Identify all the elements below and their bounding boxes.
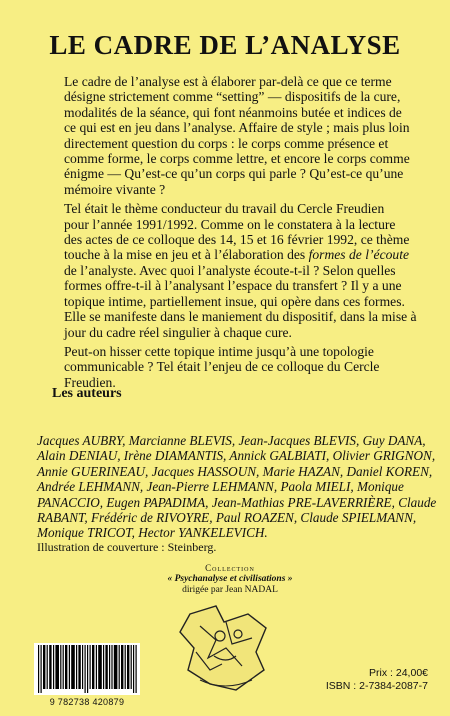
- summary-text: [50, 74, 417, 394]
- collection-label: Collection: [205, 563, 255, 573]
- authors-line: PANACCIO, Eugen PAPADIMA, Jean-Mathias PRE-LAVERRIÈRE, Claude: [37, 494, 437, 510]
- page-title: LE CADRE DE L’ANALYSE: [49, 30, 401, 60]
- text-line: directement question du corps : le corps comme présence et: [64, 135, 389, 151]
- collection-director: dirigée par Jean NADAL: [182, 585, 278, 595]
- text-line: désigne strictement comme “setting” — dispositifs de la cure,: [64, 89, 401, 105]
- text-line: Peut-on hisser cette topique intime jusqu’à une topologie: [64, 343, 374, 359]
- collection-block: [145, 563, 315, 596]
- isbn-label: ISBN : 2-7384-2087-7: [325, 680, 428, 692]
- publisher-logo-icon: [170, 600, 282, 696]
- text-line: Tel était le thème conducteur du travail du Cercle Freudien: [64, 201, 385, 217]
- text-line: Freudien.: [64, 374, 116, 390]
- authors-list: [37, 433, 437, 541]
- text-fragment: touche à la mise en jeu et à l’élaboration des: [64, 247, 309, 263]
- text-line: pour l’année 1991/1992. Comme on le constatera à la lecture: [64, 216, 396, 232]
- authors-line: Andrée LEHMANN, Jean-Pierre LEHMANN, Paola MIELI, Monique: [37, 479, 404, 495]
- barcode-number: 9 782738 420879: [49, 697, 125, 707]
- authors-line: RABANT, Frédéric de RIVOYRE, Paul ROAZEN, Claude SPIELMANN,: [37, 510, 417, 526]
- text-line: Elle se manifeste dans le maniement du dispositif, dans la mise à: [64, 309, 417, 325]
- text-line: topique intime, partiellement insue, qui opère dans ces formes.: [64, 293, 405, 309]
- italic-phrase: formes de l’écoute: [308, 247, 410, 263]
- barcode-icon: [34, 643, 140, 695]
- text-line: communicable ? Tel était l’enjeu de ce colloque du Cercle: [64, 359, 380, 375]
- authors-line: Monique TRICOT, Hector YANKELEVICH.: [37, 525, 268, 541]
- authors-heading: Les auteurs: [52, 386, 122, 401]
- text-line: des actes de ce colloque des 14, 15 et 16 février 1992, ce thème: [64, 232, 410, 248]
- text-line: comme forme, le corps comme lettre, et encore le corps comme: [64, 151, 410, 167]
- price-block: [326, 667, 428, 693]
- paragraph-3: [50, 344, 410, 390]
- text-line: Le cadre de l’analyse est à élaborer par-delà ce que ce terme: [64, 74, 392, 89]
- authors-line: Alain DENIAU, Irène DIAMANTIS, Annick GALBIATI, Olivier GRIGNON,: [37, 448, 436, 464]
- authors-line: Annie GUERINEAU, Jacques HASSOUN, Marie HAZAN, Daniel KOREN,: [37, 463, 433, 479]
- text-line: [50, 247, 410, 262]
- text-line: modalités de la séance, qui font néanmoins butée et indices de: [64, 104, 402, 120]
- paragraph-1: [50, 74, 410, 197]
- illustration-credit: Illustration de couverture : Steinberg.: [37, 540, 217, 554]
- text-line: mémoire vivante ?: [64, 181, 166, 197]
- collection-series: « Psychanalyse et civilisations »: [167, 574, 293, 584]
- authors-line: Jacques AUBRY, Marcianne BLEVIS, Jean-Jacques BLEVIS, Guy DANA,: [37, 433, 426, 448]
- text-line: formes offre-t-il à l’analysant l’espace du transfert ? Il y a une: [64, 278, 402, 294]
- text-line: jour du cadre réel singulier à chaque cure.: [64, 324, 292, 340]
- text-line: énigme — Qu’est-ce qu’un corps qui parle ? Qu’est-ce qu’une: [64, 166, 404, 182]
- text-line: ce qui est en jeu dans l’analyse. Affaire de style ; mais plus loin: [64, 120, 410, 136]
- price-label: Prix : 24,00€: [369, 667, 428, 679]
- paragraph-2: [50, 201, 417, 340]
- text-line: de l’analyste. Avec quoi l’analyste écoute-t-il ? Selon quelles: [64, 262, 396, 278]
